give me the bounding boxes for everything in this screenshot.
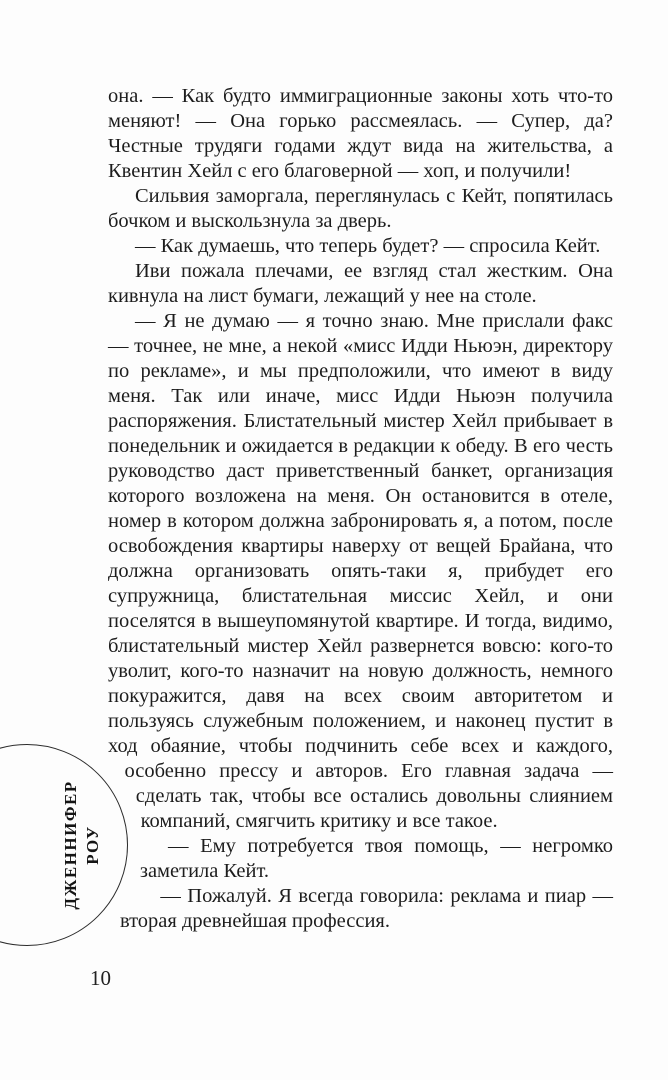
author-last-name: РОУ [83,825,102,865]
author-first-name: ДЖЕННИФЕР [61,780,80,910]
paragraph-3: — Как думаешь, что теперь будет? — спросила Кейт. [135,235,601,257]
paragraph-5: — Я не думаю — я точно знаю. Мне прислали факс — точнее, не мне, а некой «мисс Идди Ньюэн, директору по рекламе», и мы предположили, что имеют в виду меня. Так или иначе, мисс Идди Ньюэн получила распоряжения. Блистательный мистер Хейл прибывает в понедельник и ожидается в редакции к обеду. В его честь руководство даст приветственный банкет, организация которого возложена на меня. Он остановится в отеле, номер в котором должна забронировать я, а потом, после освобождения квартиры наверху от вещей Брайана, что должна организовать опять-таки я, прибудет его супружница, блистательная миссис Хейл, и они поселятся в вышеупомянутой квартире. И тогда, видимо, блистательный мистер Хейл развернется вовсю: кого-то уволит, кого-то назначит на новую должность, немного покуражится, давя на всех своим авторитетом и пользуясь служебным положением, и наконец пустит в ход обаяние, чтобы подчинить себе всех и каждого, особенно прессу и авторов. Его главная задача — сделать так, чтобы все остались довольны слиянием компаний, смягчить критику и все такое. [108,310,613,832]
paragraph-4: Иви пожала плечами, ее взгляд стал жестким. Она кивнула на лист бумаги, лежащий у нее на столе. [108,260,613,307]
paragraph-1: она. — Как будто иммиграционные законы хоть что-то меняют! — Она горько рассмеялась. — Супер, да? Честные трудяги годами ждут вида на жительства, а Квентин Хейл с его благоверной — хоп, и получили! [108,85,613,182]
paragraph-7: — Пожалуй. Я всегда говорила: реклама и пиар — вторая древнейшая профессия. [119,885,613,932]
page-number: 10 [90,966,111,990]
paragraph-2: Сильвия заморгала, переглянулась с Кейт, попятилась бочком и выскользнула за дверь. [108,185,613,232]
body-text [108,84,613,948]
paragraph-6: — Ему потребуется твоя помощь, — негромко заметила Кейт. [139,835,613,882]
author-name [60,770,106,920]
